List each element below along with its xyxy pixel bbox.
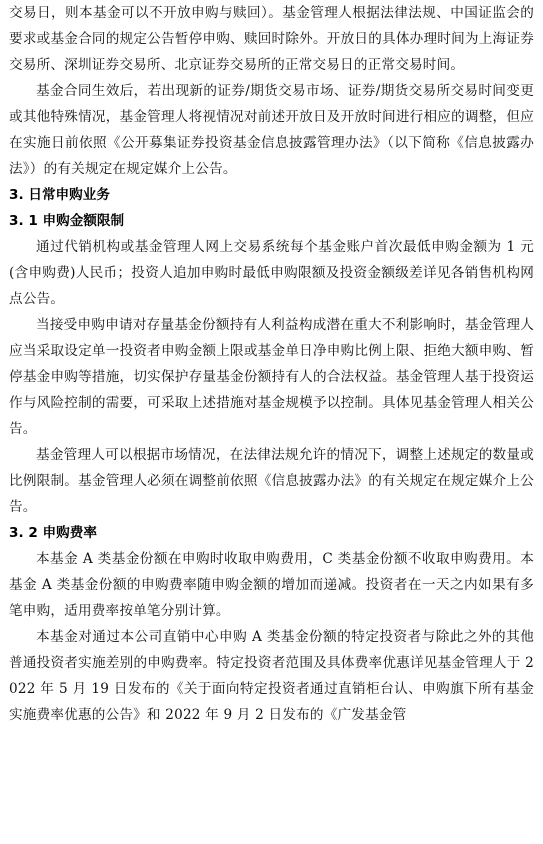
paragraph-fee-classes: 本基金 A 类基金份额在申购时收取申购费用，C 类基金份额不收取申购费用。本基金 A 类基金份额的申购费率随申购金额的增加而递减。投资者在一天之内如果有多笔申购，适用费率按单笔分别计算。: [9, 551, 534, 619]
paragraph-open-day-continuation: 交易日，则本基金可以不开放申购与赎回）。基金管理人根据法律法规、中国证监会的要求或基金合同的规定公告暂停申购、赎回时除外。开放日的具体办理时间为上海证券交易所、深圳证券交易所、北京证券交易所的正常交易日的正常交易时间。: [9, 5, 534, 73]
subsection-heading-amount-limit: 3. 1 申购金额限制: [9, 213, 125, 229]
paragraph-limit-adjustment: 基金管理人可以根据市场情况，在法律法规允许的情况下，调整上述规定的数量或比例限制。基金管理人必须在调整前依照《信息披露办法》的有关规定在规定媒介上公告。: [9, 447, 534, 515]
paragraph-open-day-adjustment: 基金合同生效后，若出现新的证券/期货交易市场、证券/期货交易所交易时间变更或其他特殊情况，基金管理人将视情况对前述开放日及开放时间进行相应的调整，但应在实施日前依照《公开募集证券投资基金信息披露管理办法》（以下简称《信息披露办法》）的有关规定在规定媒介上公告。: [9, 83, 534, 177]
paragraph-differential-fee: 本基金对通过本公司直销中心申购 A 类基金份额的特定投资者与除此之外的其他普通投资者实施差别的申购费率。特定投资者范围及具体费率优惠详见基金管理人于 2022 年 5 月 19 日发布的《关于面向特定投资者通过直销柜台认、申购旗下所有基金实施费率优惠的公告》和 2022 年 9 月 2 日发布的《广发基金管: [9, 629, 534, 723]
section-heading-daily-subscription: 3. 日常申购业务: [9, 187, 110, 203]
subsection-heading-subscription-fee: 3. 2 申购费率: [9, 525, 97, 541]
paragraph-large-subscription-measures: 当接受申购申请对存量基金份额持有人利益构成潜在重大不利影响时，基金管理人应当采取设定单一投资者申购金额上限或基金单日净申购比例上限、拒绝大额申购、暂停基金申购等措施，切实保护存量基金份额持有人的合法权益。基金管理人基于投资运作与风险控制的需要，可采取上述措施对基金规模予以控制。具体见基金管理人相关公告。: [9, 317, 534, 437]
paragraph-minimum-amount: 通过代销机构或基金管理人网上交易系统每个基金账户首次最低申购金额为 1 元(含申购费)人民币；投资人追加申购时最低申购限额及投资金额级差详见各销售机构网点公告。: [9, 239, 534, 307]
